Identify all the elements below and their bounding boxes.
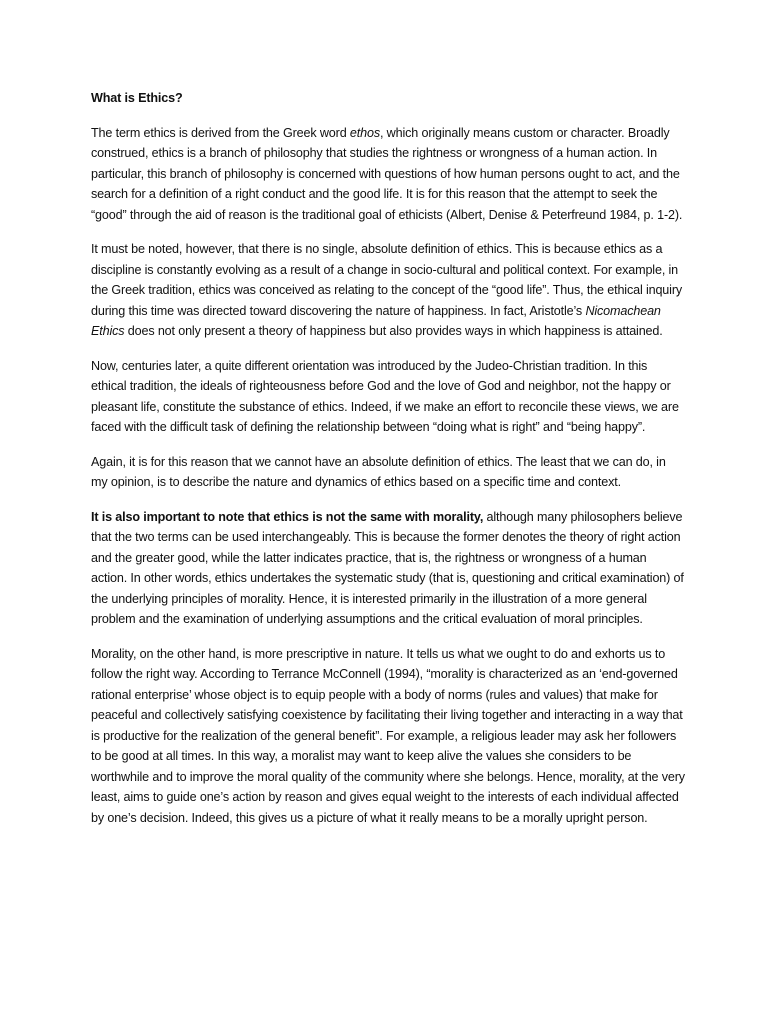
bold-statement: It is also important to note that ethics is not the same with morality, (91, 509, 484, 524)
paragraph-judeo-christian: Now, centuries later, a quite different orientation was introduced by the Judeo-Christian tradition. In this ethical tradition, the ideals of righteousness before God and the love of God and neighbor, not the happy or pleasant life, constitute the substance of ethics. Indeed, if we make an effort to reconcile these views, we are faced with the difficult task of defining the relationship between “doing what is right” and “being happy”. (91, 358, 679, 434)
document-page (91, 88, 685, 842)
paragraph-text: does not only present a theory of happiness but also provides ways in which happiness is attained. (124, 324, 663, 338)
paragraph-ethics-vs-morality (91, 507, 685, 630)
paragraph-no-single-definition (91, 239, 685, 342)
paragraph-morality-prescriptive: Morality, on the other hand, is more prescriptive in nature. It tells us what we ought to do and exhorts us to follow the right way. According to Terrance McConnell (1994), “morality is characterized as an ‘end-governed rational enterprise’ whose object is to equip people with a body of norms (rules and values) that make for peaceful and collectively satisfying coexistence by facilitating their living together and interacting in a way that is productive for the realization of the general benefit”. For example, a religious leader may ask her followers to be good at all times. In this way, a moralist may want to keep alive the values she considers to be worthwhile and to improve the moral quality of the community where she belongs. Hence, morality, at the very least, aims to guide one’s action by reason and gives equal weight to the interests of each individual affected by one’s decision. Indeed, this gives us a picture of what it really means to be a morally upright person. (91, 646, 685, 825)
italic-title-nicomachean-ethics: Nicomachean Ethics (91, 303, 661, 338)
paragraph-absolute-definition: Again, it is for this reason that we cannot have an absolute definition of ethics. The least that we can do, in my opinion, is to describe the nature and dynamics of ethics based on a specific time and context. (91, 454, 666, 489)
document-title: What is Ethics? (91, 91, 183, 105)
paragraph-text: although many philosophers believe that the two terms can be used interchangeably. This is because the former denotes the theory of right action and the greater good, while the latter indicates practice, that is, the rightness or wrongness of a human action. In other words, ethics undertakes the systematic study (that is, questioning and critical examination) of the underlying principles of morality. Hence, it is interested primarily in the illustration of a more general problem and the examination of underlying assumptions and the critical evaluation of moral principles. (91, 509, 684, 626)
paragraph-text: , which originally means custom or character. Broadly construed, ethics is a branch of philosophy that studies the rightness or wrongness of a human action. In particular, this branch of philosophy is concerned with questions of how human persons ought to act, and the search for a definition of a right conduct and the good life. It is for this reason that the attempt to seek the “good” through the aid of reason is the traditional goal of ethicists (Albert, Denise & Peterfreund 1984, p. 1-2). (91, 125, 683, 222)
paragraph-text: It must be noted, however, that there is no single, absolute definition of ethics. This is because ethics as a discipline is constantly evolving as a result of a change in socio-cultural and political context. For example, in the Greek tradition, ethics was conceived as relating to the concept of the “good life”. Thus, the ethical inquiry during this time was directed toward discovering the nature of happiness. In fact, Aristotle’s (91, 242, 683, 318)
italic-term-ethos: ethos (349, 125, 380, 140)
paragraph-etymology (91, 123, 685, 226)
paragraph-text: The term ethics is derived from the Greek word (91, 125, 350, 140)
